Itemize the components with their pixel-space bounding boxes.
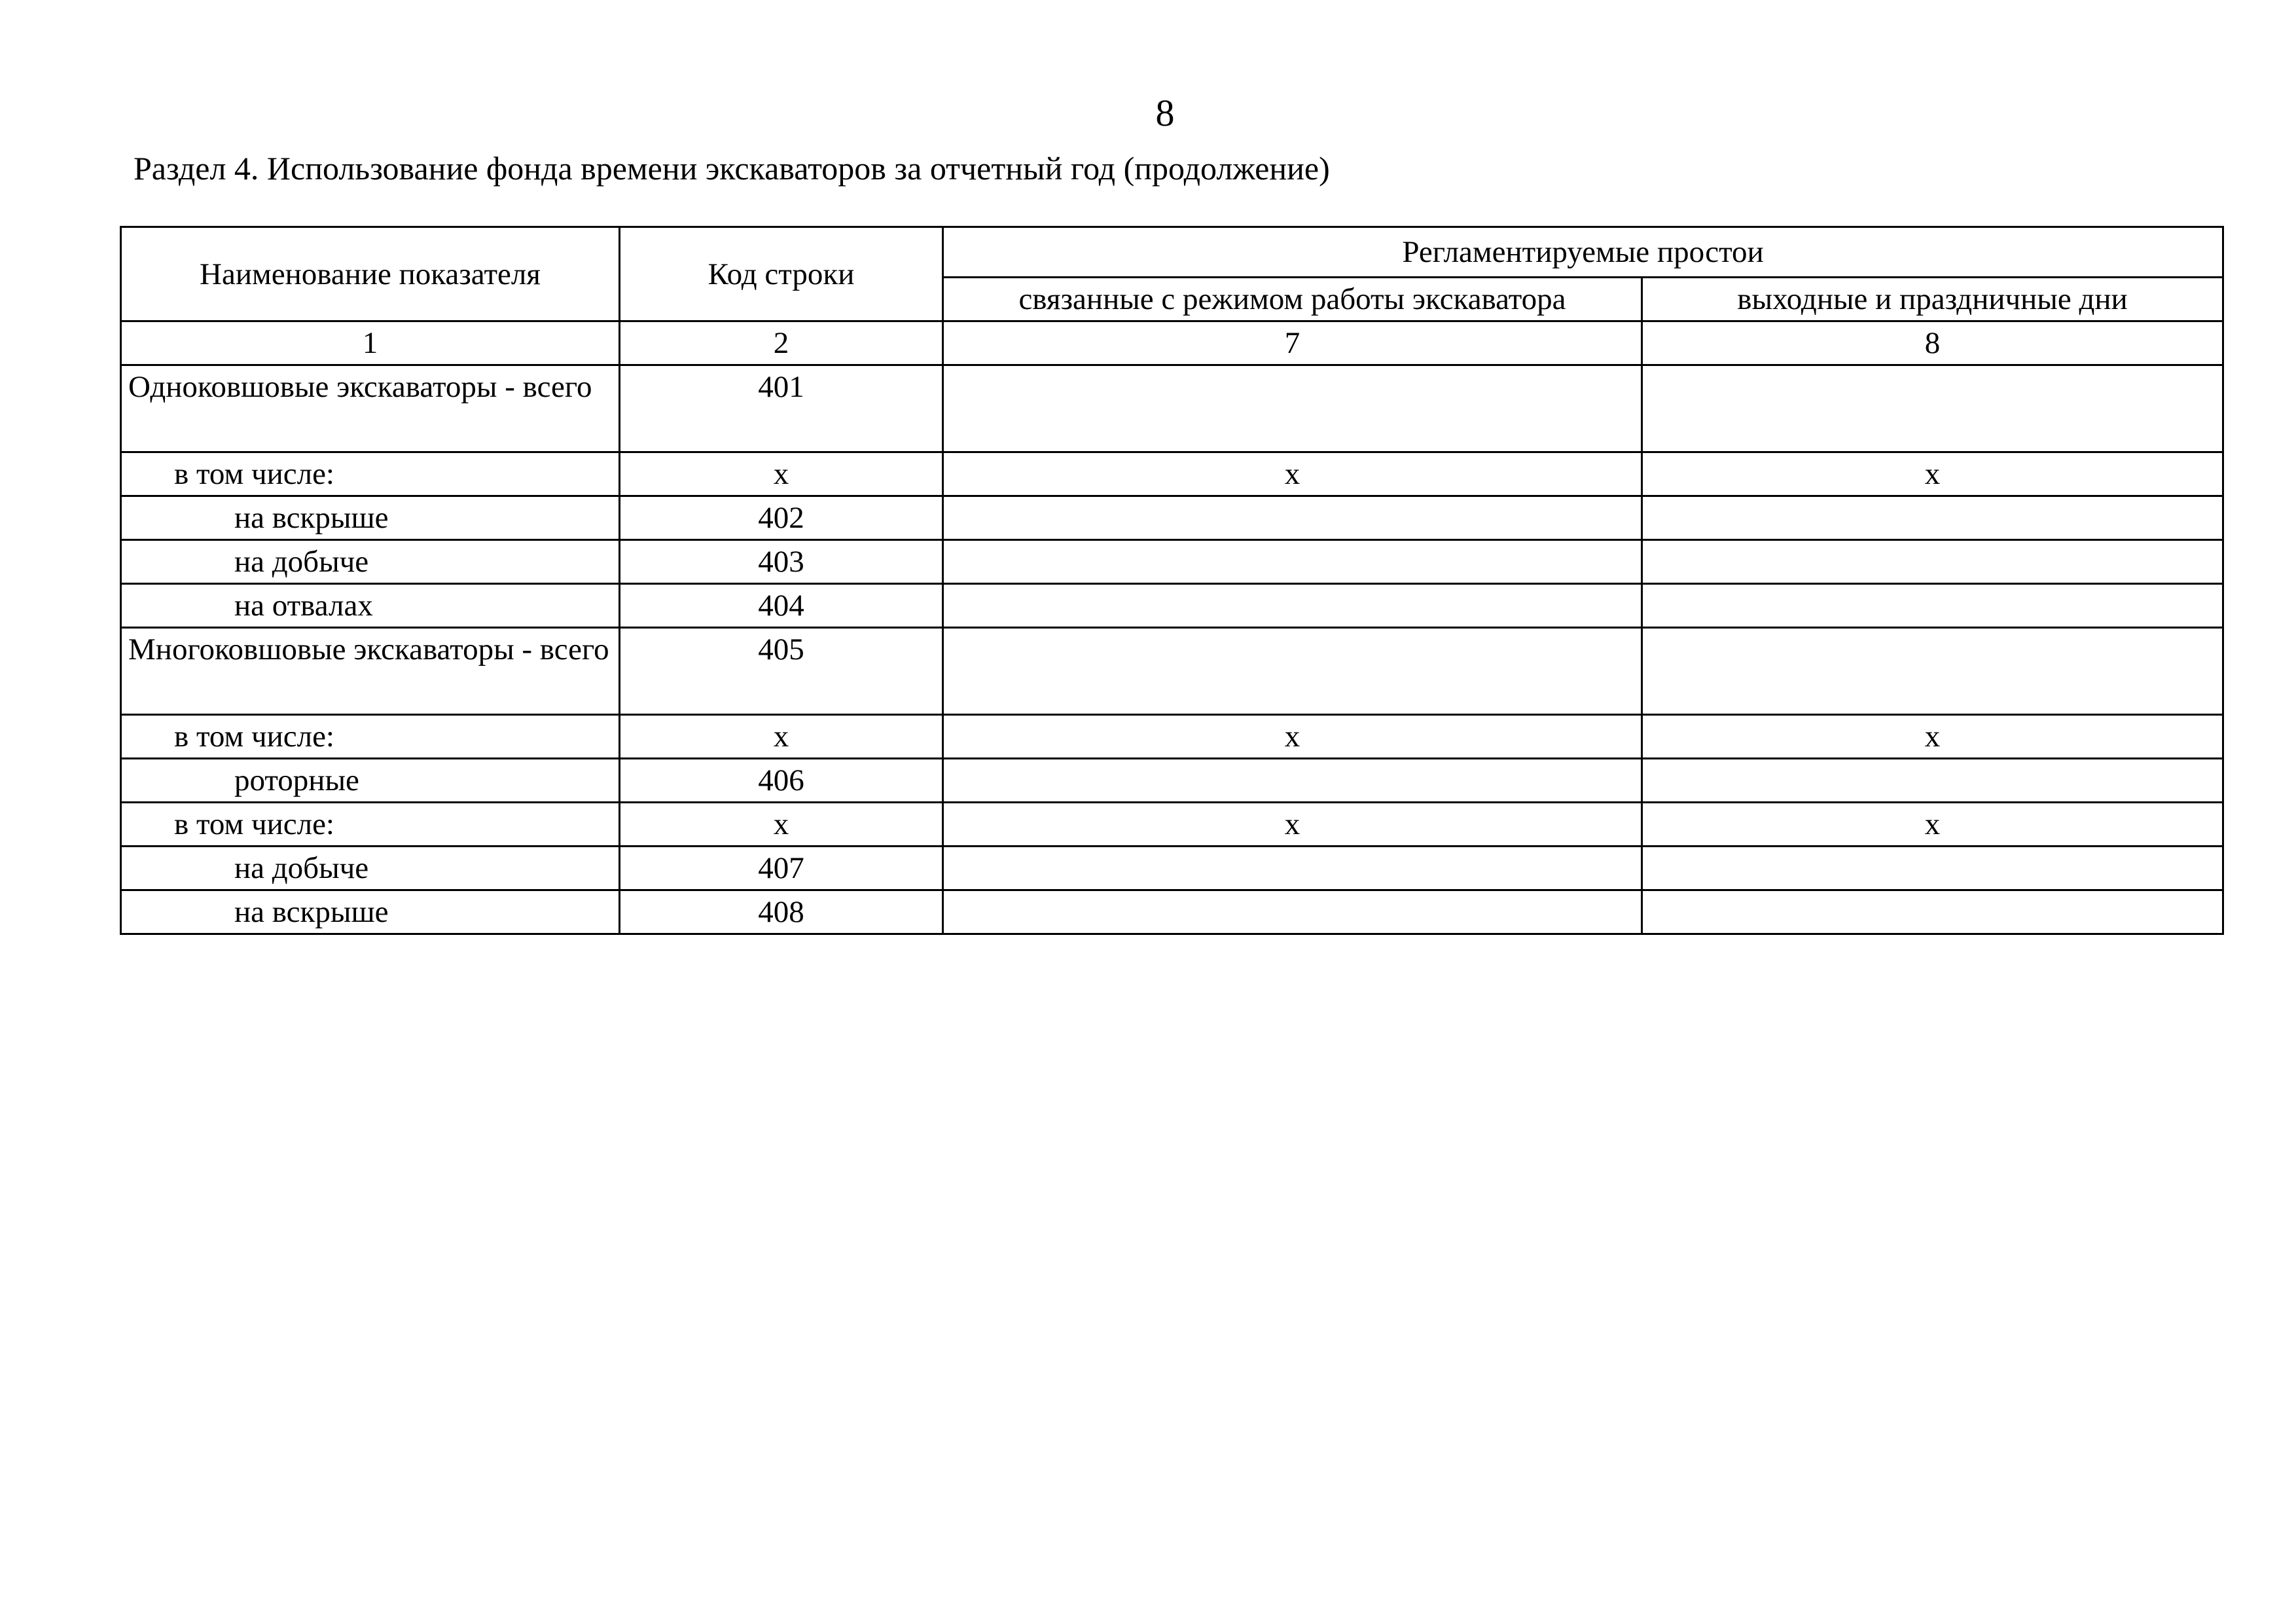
page-number: 8 (1155, 92, 1175, 134)
row-name: на вскрыше (121, 890, 620, 934)
column-number: 7 (943, 321, 1642, 365)
cell-col-7[interactable] (943, 584, 1642, 628)
cell-col-8[interactable] (1642, 540, 2223, 584)
cell-col-8[interactable] (1642, 847, 2223, 890)
row-code: 405 (620, 628, 943, 715)
column-number: 8 (1642, 321, 2223, 365)
cell-col-8: x (1642, 803, 2223, 847)
cell-col-7[interactable] (943, 759, 1642, 803)
table-row (121, 452, 2223, 496)
cell-col-8[interactable] (1642, 496, 2223, 540)
cell-col-7[interactable] (943, 890, 1642, 934)
header-row-1 (121, 227, 2223, 278)
row-code: 406 (620, 759, 943, 803)
row-name: на вскрыше (121, 496, 620, 540)
table-row (121, 890, 2223, 934)
table-row (121, 847, 2223, 890)
table-row (121, 628, 2223, 715)
column-number: 1 (121, 321, 620, 365)
row-code: x (620, 803, 943, 847)
section-title: Раздел 4. Использование фонда времени экскаваторов за отчетный год (продолжение) (134, 150, 1330, 187)
table-row (121, 715, 2223, 759)
row-code: 408 (620, 890, 943, 934)
header-group-regulated-downtime: Регламентируемые простои (943, 227, 2223, 278)
table-row (121, 759, 2223, 803)
header-name: Наименование показателя (121, 227, 620, 321)
row-code: 402 (620, 496, 943, 540)
cell-col-8[interactable] (1642, 628, 2223, 715)
table-row (121, 540, 2223, 584)
column-numbers-row (121, 321, 2223, 365)
row-code: 401 (620, 365, 943, 452)
cell-col-7[interactable] (943, 540, 1642, 584)
row-name: Многоковшовые экскаваторы - всего (121, 628, 620, 715)
cell-col-7: x (943, 715, 1642, 759)
row-code: 407 (620, 847, 943, 890)
cell-col-8: x (1642, 452, 2223, 496)
table-row (121, 803, 2223, 847)
row-name: Одноковшовые экскаваторы - всего (121, 365, 620, 452)
row-name: в том числе: (121, 715, 620, 759)
row-name: на добыче (121, 847, 620, 890)
cell-col-8[interactable] (1642, 890, 2223, 934)
header-code: Код строки (620, 227, 943, 321)
cell-col-7[interactable] (943, 628, 1642, 715)
row-code: 404 (620, 584, 943, 628)
cell-col-7[interactable] (943, 847, 1642, 890)
row-code: x (620, 452, 943, 496)
cell-col-8: x (1642, 715, 2223, 759)
row-name: в том числе: (121, 803, 620, 847)
header-col-7: связанные с режимом работы экскаватора (943, 278, 1642, 321)
report-table (120, 226, 2224, 935)
row-name: в том числе: (121, 452, 620, 496)
cell-col-8[interactable] (1642, 759, 2223, 803)
header-col-8: выходные и праздничные дни (1642, 278, 2223, 321)
cell-col-8[interactable] (1642, 365, 2223, 452)
column-number: 2 (620, 321, 943, 365)
row-name: на отвалах (121, 584, 620, 628)
cell-col-7: x (943, 803, 1642, 847)
row-name: роторные (121, 759, 620, 803)
table-row (121, 584, 2223, 628)
row-name: на добыче (121, 540, 620, 584)
cell-col-8[interactable] (1642, 584, 2223, 628)
cell-col-7[interactable] (943, 365, 1642, 452)
cell-col-7[interactable] (943, 496, 1642, 540)
row-code: 403 (620, 540, 943, 584)
table-row (121, 496, 2223, 540)
row-code: x (620, 715, 943, 759)
cell-col-7: x (943, 452, 1642, 496)
table-row (121, 365, 2223, 452)
